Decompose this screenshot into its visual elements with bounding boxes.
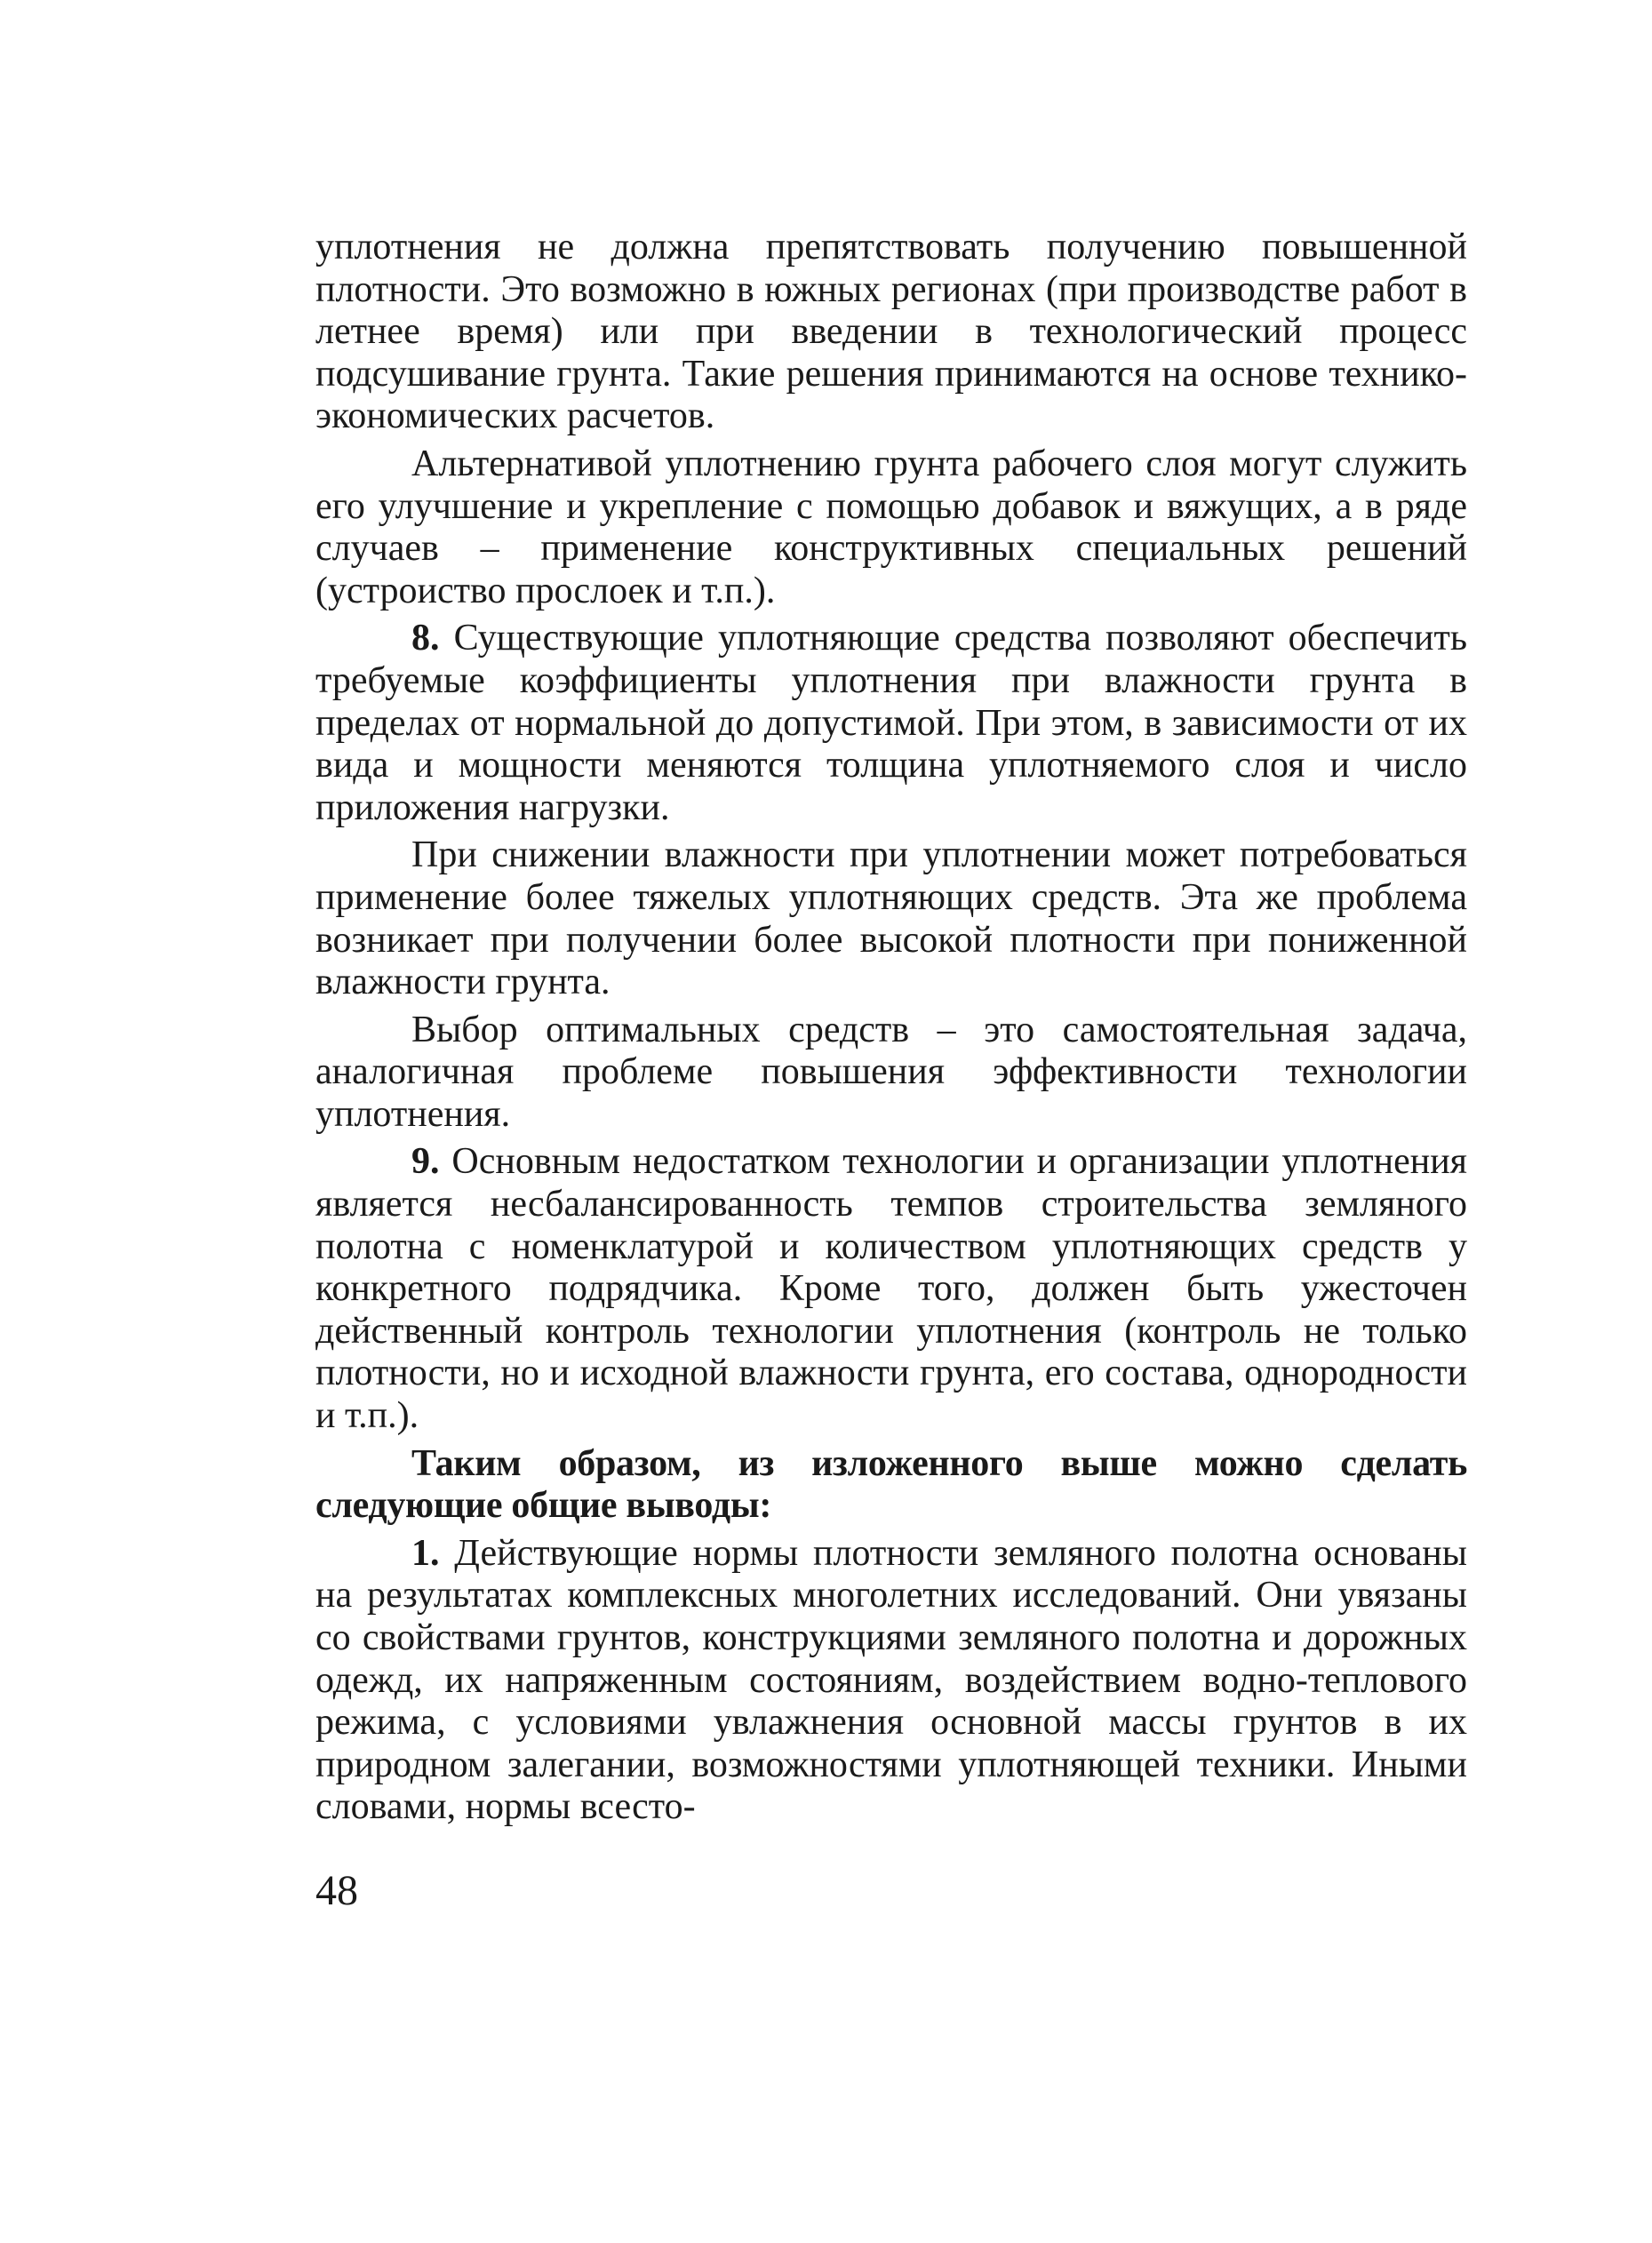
page-number: 48 <box>315 1867 358 1914</box>
paragraph-text: Таким образом, из изложенного выше можно сделать следующие общие выводы: <box>315 1442 1467 1527</box>
paragraph-text: Основным недостатком технологии и организации уплотнения является несбалансированность темпов строительства земляного полотна с номенклатурой и количеством уплотняющих средств у конкретного подрядчика. Кроме того, должен быть ужесточен действенный контроль технологии уплотнения (контроль не только плотности, но и исходной влажности грунта, его состава, однородности и т.п.). <box>315 1141 1467 1437</box>
paragraph-number: 8. <box>411 618 440 659</box>
body-text <box>315 227 1467 1834</box>
paragraph-text: При снижении влажности при уплотнении может потребоваться применение более тяжелых уплотняющих средств. Эта же проблема возникает при получении более высокой плотности при пониженной влажности грунта. <box>315 834 1467 1003</box>
paragraph <box>315 1533 1467 1829</box>
summary-heading <box>315 1443 1467 1528</box>
paragraph <box>315 1010 1467 1137</box>
paragraph-text: Выбор оптимальных средств – это самостоятельная задача, аналогичная проблеме повышения эффективности технологии уплотнения. <box>315 1009 1467 1135</box>
paragraph <box>315 1141 1467 1437</box>
paragraph <box>315 834 1467 1003</box>
paragraph-text: уплотнения не должна препятствовать получению повышенной плотности. Это возможно в южных регионах (при производстве работ в летнее время) или при введении в технологический процесс подсушивание грунта. Такие решения принимаются на основе технико-экономических расчетов. <box>315 227 1467 437</box>
paragraph <box>315 443 1467 612</box>
paragraph-text: Существующие уплотняющие средства позволяют обеспечить требуемые коэффициенты уплотнения при влажности грунта в пределах от нормальной до допустимой. При этом, в зависимости от их вида и мощности меняются толщина уплотняемого слоя и число приложения нагрузки. <box>315 618 1467 828</box>
paragraph-number: 9. <box>411 1141 440 1183</box>
paragraph-text: Альтернативой уплотнению грунта рабочего слоя могут служить его улучшение и укрепление с помощью добавок и вяжущих, а в ряде случаев – применение конструктивных специальных решений (устроиство прослоек и т.п.). <box>315 443 1467 611</box>
paragraph <box>315 618 1467 829</box>
paragraph-text: Действующие нормы плотности земляного полотна основаны на результатах комплексных многолетних исследований. Они увязаны со свойствами грунтов, конструкциями земляного полотна и дорожных одежд, их напряженным состояниям, воздействием водно-теплового режима, с условиями увлажнения основной массы грунтов в их природном залегании, возможностями уплотняющей техники. Иными словами, нормы всесто- <box>315 1532 1467 1828</box>
paragraph-number: 1. <box>411 1532 440 1574</box>
paragraph <box>315 227 1467 438</box>
